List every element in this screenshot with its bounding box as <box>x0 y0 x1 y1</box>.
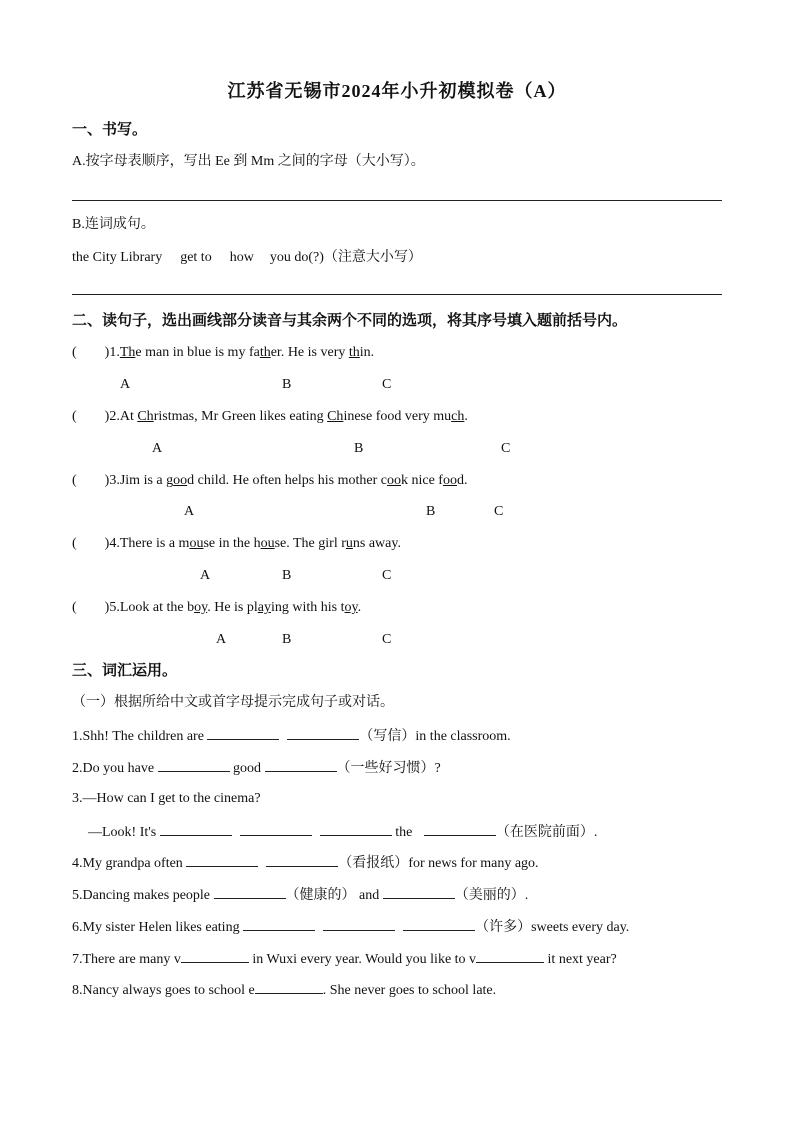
blank-input[interactable] <box>320 822 392 836</box>
underline-a: Ch <box>137 409 154 424</box>
question-3-5: 5.Dancing makes people （健康的） and （美丽的）. <box>72 885 528 905</box>
section1-part-a: A.按字母表顺序，写出 Ee 到 Mm 之间的字母（大小写）。 <box>72 154 425 169</box>
blank-input[interactable] <box>476 949 544 963</box>
underline-b: Ch <box>327 409 344 424</box>
underline-c: ch <box>451 409 465 424</box>
option-c: C <box>382 377 392 392</box>
section1-part-b: B.连词成句。 <box>72 217 155 232</box>
blank-input[interactable] <box>181 949 249 963</box>
answer-bracket[interactable]: ( ) <box>72 600 110 615</box>
blank-input[interactable] <box>158 758 230 772</box>
blank-input[interactable] <box>287 726 359 740</box>
blank-input[interactable] <box>383 885 455 899</box>
answer-bracket[interactable]: ( ) <box>72 409 110 424</box>
blank-input[interactable] <box>186 853 258 867</box>
question-2-3: ( )3.Jim is a good child. He often helps his mother cook nice food. <box>72 473 468 488</box>
question-2-1: ( )1.The man in blue is my father. He is very thin. <box>72 345 375 360</box>
section2-heading: 二、读句子，选出画线部分读音与其余两个不同的选项，将其序号填入题前括号内。 <box>72 313 628 329</box>
word-2: get to <box>180 250 212 265</box>
word-1: the City Library <box>72 250 163 265</box>
underline-b: th <box>259 345 271 360</box>
section3-subheading: （一）根据所给中文或首字母提示完成句子或对话。 <box>72 695 394 710</box>
question-3-7: 7.There are many v in Wuxi every year. Would you like to v it next year? <box>72 949 617 969</box>
option-a: A <box>152 441 163 456</box>
option-a: A <box>120 377 131 392</box>
blank-input[interactable] <box>214 885 286 899</box>
answer-line-b[interactable] <box>72 294 722 295</box>
underline-a: oo <box>173 473 188 488</box>
option-b: B <box>282 632 292 647</box>
underline-a: ou <box>189 536 204 551</box>
option-c: C <box>382 568 392 583</box>
section1-heading: 一、书写。 <box>72 122 148 138</box>
underline-c: u <box>345 536 353 551</box>
underline-b: oo <box>386 473 401 488</box>
question-3-3b: —Look! It's the （在医院前面）. <box>88 822 597 842</box>
blank-input[interactable] <box>243 917 315 931</box>
question-3-4: 4.My grandpa often （看报纸）for news for many ago. <box>72 853 539 873</box>
blank-input[interactable] <box>240 822 312 836</box>
page-title: 江苏省无锡市2024年小升初模拟卷（A） <box>227 81 567 101</box>
case-note: （注意大小写） <box>323 250 422 265</box>
question-3-3a: 3.—How can I get to the cinema? <box>72 791 261 806</box>
section3-heading: 三、词汇运用。 <box>72 663 178 679</box>
question-2-2: ( )2.At Christmas, Mr Green likes eating Chinese food very much. <box>72 409 468 424</box>
blank-input[interactable] <box>424 822 496 836</box>
question-2-4: ( )4.There is a mouse in the house. The girl runs away. <box>72 536 401 551</box>
question-3-2: 2.Do you have good （一些好习惯）? <box>72 758 441 778</box>
option-b: B <box>282 377 292 392</box>
underline-c: th <box>348 345 360 360</box>
underline-a: Th <box>119 345 136 360</box>
answer-bracket[interactable]: ( ) <box>72 345 110 360</box>
option-b: B <box>282 568 292 583</box>
question-2-5: ( )5.Look at the boy. He is playing with his toy. <box>72 600 362 615</box>
blank-input[interactable] <box>323 917 395 931</box>
word-bank <box>72 249 422 267</box>
question-3-1: 1.Shh! The children are （写信）in the classroom. <box>72 726 511 746</box>
underline-b: ay <box>257 600 271 615</box>
blank-input[interactable] <box>160 822 232 836</box>
question-3-8: 8.Nancy always goes to school e . She never goes to school late. <box>72 980 496 1000</box>
word-3: how <box>229 250 254 265</box>
option-a: A <box>216 632 227 647</box>
answer-line-a[interactable] <box>72 200 722 201</box>
option-a: A <box>184 504 195 519</box>
word-4: you do(?) <box>269 250 324 265</box>
option-b: B <box>354 441 364 456</box>
option-c: C <box>501 441 511 456</box>
blank-input[interactable] <box>265 758 337 772</box>
option-c: C <box>382 632 392 647</box>
answer-bracket[interactable]: ( ) <box>72 536 110 551</box>
option-a: A <box>200 568 211 583</box>
question-3-6: 6.My sister Helen likes eating （许多）sweets every day. <box>72 917 629 937</box>
blank-input[interactable] <box>255 980 323 994</box>
option-b: B <box>426 504 436 519</box>
underline-c: oy <box>344 600 358 615</box>
blank-input[interactable] <box>207 726 279 740</box>
underline-a: oy <box>194 600 208 615</box>
blank-input[interactable] <box>266 853 338 867</box>
underline-b: ou <box>260 536 275 551</box>
answer-bracket[interactable]: ( ) <box>72 473 110 488</box>
underline-c: oo <box>442 473 457 488</box>
blank-input[interactable] <box>403 917 475 931</box>
option-c: C <box>494 504 504 519</box>
